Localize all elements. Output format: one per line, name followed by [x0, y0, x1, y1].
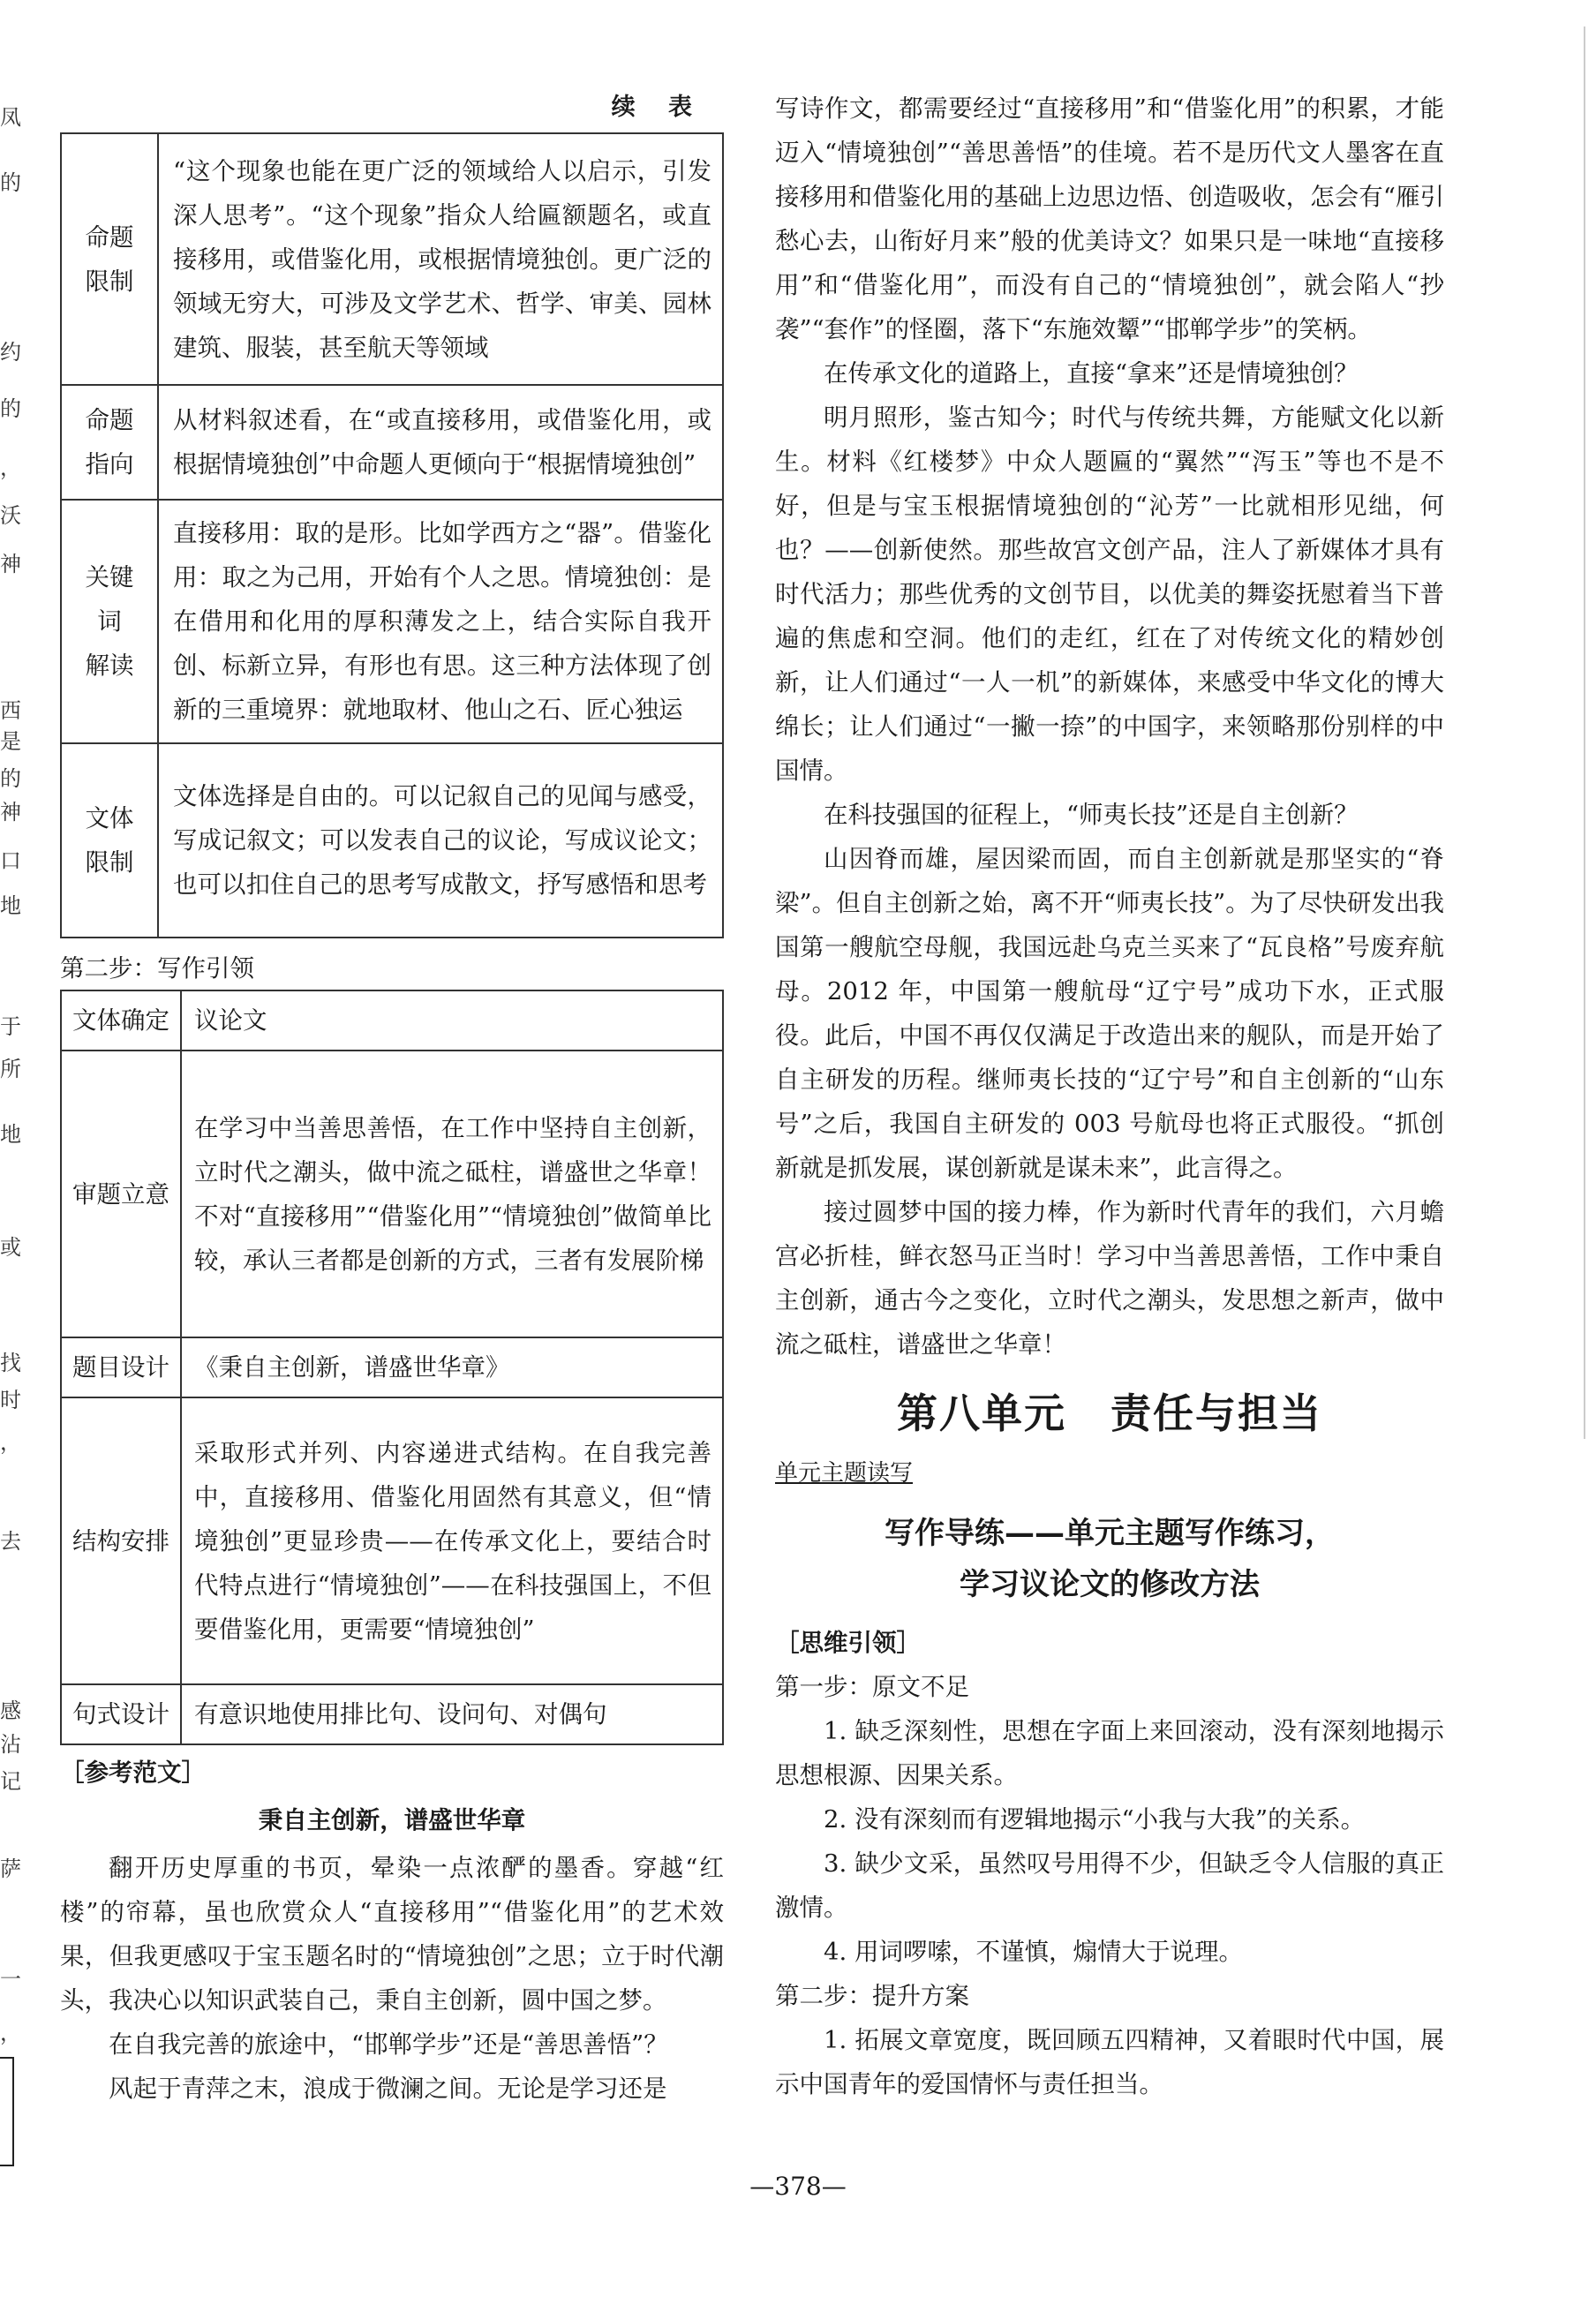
row-key: 命题 限制: [61, 133, 158, 385]
thinking-guide-label: ［思维引领］: [775, 1629, 921, 1657]
margin-fragment-char: 于: [0, 1014, 21, 1040]
margin-fragment-char: 一: [0, 1966, 21, 1992]
plan-item: 1. 拓展文章宽度，既回顾五四精神，又着眼时代中国，展示中国青年的爱国情怀与责任担当。: [775, 2026, 1444, 2098]
page-number: —378—: [749, 2172, 847, 2201]
margin-fragment-char: 时: [0, 1387, 21, 1412]
essay-paragraph: 翻开历史厚重的书页，晕染一点浓酽的墨香。穿越“红楼”的帘幕，虽也欣赏众人“直接移用”“借鉴化用”的艺术效果，但我更感叹于宝玉题名时的“情境独创”之思；立于时代潮头，我决心以知识武装自己，秉自主创新，圆中国之梦。: [60, 1854, 724, 2015]
margin-fragment-char: 神: [0, 551, 21, 576]
guide-title-line1: 写作导练——单元主题写作练习，: [885, 1516, 1335, 1551]
margin-fragment-char: 神: [0, 800, 21, 825]
table-row: [61, 133, 723, 385]
essay-paragraph: 在自我完善的旅途中，“邯郸学步”还是“善思善悟”？: [109, 2030, 668, 2059]
essay-paragraph: 写诗作文，都需要经过“直接移用”和“借鉴化用”的积累，才能迈入“情境独创”“善思善悟”的佳境。若不是历代文人墨客在直接移用和借鉴化用的基础上边思边悟、创造吸收，怎会有“雁引愁心去，山衔好月来”般的优美诗文？如果只是一味地“直接移用”和“借鉴化用”，而没有自己的“情境独创”，就会陷人“抄袭”“套作”的怪圈，落下“东施效颦”“邯郸学步”的笑柄。: [775, 94, 1444, 343]
unit-number: 第八单元: [897, 1389, 1066, 1437]
writing-guide-table: [60, 990, 724, 1745]
continued-table-label: 续 表: [611, 94, 704, 121]
margin-fragment-char: 找: [0, 1351, 21, 1376]
margin-fragment-char: 凤: [0, 105, 21, 130]
essay-paragraph: 风起于青萍之末，浪成于微澜之间。无论是学习还是: [109, 2075, 667, 2103]
unit-heading: [775, 1382, 1444, 1444]
table-row: [61, 1337, 723, 1397]
margin-fragment-char: 地: [0, 1122, 21, 1147]
margin-fragment-char: 约: [0, 339, 21, 365]
margin-fragment-char: 所: [0, 1057, 21, 1082]
page-edge-line: [1584, 26, 1585, 1439]
essay-paragraph: 山因脊而雄，屋因梁而固，而自主创新就是那坚实的“脊梁”。但自主创新之始，离不开“师夷长技”。为了尽快研发出我国第一艘航空母舰，我国远赴乌克兰买来了“瓦良格”号废弃航母。2012 年，中国第一艘航母“辽宁号”成功下水，正式服役。此后，中国不再仅仅满足于改造出来的舰队，而是开始了自主研发的历程。继师夷长技的“辽宁号”和自主创新的“山东号”之后，我国自主研发的 003 号航母也将正式服役。“抓创新就是抓发展，谋创新就是谋未来”，此言得之。: [775, 845, 1444, 1182]
unit-name: 责任与担当: [1110, 1389, 1322, 1437]
margin-fragment-char: ，: [0, 1429, 21, 1455]
margin-fragment-char: 感: [0, 1698, 21, 1723]
margin-fragment-char: 是: [0, 729, 21, 755]
margin-fragment-box: [0, 2057, 14, 2166]
row-key: 命题 指向: [61, 385, 158, 500]
table-row: [61, 500, 723, 743]
step-two-plan-label: 第二步：提升方案: [775, 1982, 969, 2010]
row-key: 句式设计: [61, 1684, 181, 1744]
row-key: 文体 限制: [61, 743, 158, 938]
row-value: 有意识地使用排比句、设问句、对偶句: [181, 1684, 723, 1744]
row-value: “这个现象也能在更广泛的领域给人以启示，引发深人思考”。“这个现象”指众人给匾额题名，或直接移用，或借鉴化用，或根据情境独创。更广泛的领域无穷大，可涉及文学艺术、哲学、审美、园林建筑、服装，甚至航天等领域: [158, 133, 723, 385]
shortcoming-item: 4. 用词啰嗦，不谨慎，煽情大于说理。: [824, 1938, 1243, 1966]
right-column: [775, 88, 1444, 2106]
essay-paragraph: 在传承文化的道路上，直接“拿来”还是情境独创？: [824, 359, 1359, 388]
table-row: [61, 743, 723, 938]
table-row: [61, 990, 723, 1051]
guide-title-line2: 学习议论文的修改方法: [960, 1567, 1260, 1602]
step-one-label: 第一步：原文不足: [775, 1673, 969, 1701]
left-column: [60, 88, 724, 2111]
margin-fragment-char: 萨: [0, 1856, 21, 1881]
shortcoming-item: 2. 没有深刻而有逻辑地揭示“小我与大我”的关系。: [824, 1805, 1366, 1834]
row-key: 文体确定: [61, 990, 181, 1051]
row-key: 题目设计: [61, 1337, 181, 1397]
margin-fragment-char: 记: [0, 1768, 21, 1794]
table-row: [61, 1684, 723, 1744]
essay-paragraph: 明月照形，鉴古知今；时代与传统共舞，方能赋文化以新生。材料《红楼梦》中众人题匾的“翼然”“泻玉”等也不是不好，但是与宝玉根据情境独创的“沁芳”一比就相形见绌，何也？——创新使然。那些故宫文创产品，注人了新媒体才具有时代活力；那些优秀的文创节目，以优美的舞姿抚慰着当下普遍的焦虑和空洞。他们的走红，红在了对传统文化的精妙创新，让人们通过“一人一机”的新媒体，来感受中华文化的博大绵长；让人们通过“一撇一捺”的中国字，来领略那份别样的中国情。: [775, 403, 1444, 785]
step-two-label: 第二步：写作引领: [60, 954, 254, 983]
margin-fragment-char: 或: [0, 1235, 21, 1260]
margin-fragment-char: 去: [0, 1528, 21, 1554]
essay-title: 秉自主创新，谱盛世华章: [258, 1806, 526, 1834]
margin-fragment-char: ，: [0, 2020, 21, 2045]
essay-paragraph: 接过圆梦中国的接力棒，作为新时代青年的我们，六月蟾宫必折桂，鲜衣怒马正当时！学习中当善思善悟，工作中秉自主创新，通古今之变化，立时代之潮头，发思想之新声，做中流之砥柱，谱盛世之华章！: [775, 1198, 1444, 1359]
table-row: [61, 1051, 723, 1337]
row-value: 从材料叙述看，在“或直接移用，或借鉴化用，或根据情境独创”中命题人更倾向于“根据情境独创”: [158, 385, 723, 500]
row-value: 采取形式并列、内容递进式结构。在自我完善中，直接移用、借鉴化用固然有其意义，但“情境独创”更显珍贵——在传承文化上，要结合时代特点进行“情境独创”——在科技强国上，不但要借鉴化用，更需要“情境独创”: [181, 1397, 723, 1684]
unit-subtitle: 单元主题读写: [775, 1460, 914, 1487]
row-value: 文体选择是自由的。可以记叙自己的见闻与感受，写成记叙文；可以发表自己的议论，写成议论文；也可以扣住自己的思考写成散文，抒写感悟和思考: [158, 743, 723, 938]
row-value: 在学习中当善思善悟，在工作中坚持自主创新，立时代之潮头，做中流之砥柱，谱盛世之华章！不对“直接移用”“借鉴化用”“情境独创”做简单比较，承认三者都是创新的方式，三者有发展阶梯: [181, 1051, 723, 1337]
margin-fragment-char: 西: [0, 698, 21, 723]
row-value: 《秉自主创新，谱盛世华章》: [181, 1337, 723, 1397]
essay-paragraph: 在科技强国的征程上，“师夷长技”还是自主创新？: [824, 801, 1359, 829]
analysis-table: [60, 132, 724, 938]
margin-fragment-char: 沾: [0, 1732, 21, 1758]
row-value: 议论文: [181, 990, 723, 1051]
margin-fragment-char: 的: [0, 765, 21, 791]
margin-fragment-char: 沃: [0, 503, 21, 529]
table-row: [61, 385, 723, 500]
row-key: 审题立意: [61, 1051, 181, 1337]
reference-essay-label: ［参考范文］: [60, 1759, 206, 1787]
shortcoming-item: 3. 缺少文采，虽然叹号用得不少，但缺乏令人信服的真正激情。: [775, 1849, 1444, 1922]
margin-fragment-char: 地: [0, 892, 21, 918]
row-value: 直接移用：取的是形。比如学西方之“器”。借鉴化用：取之为己用，开始有个人之思。情境独创：是在借用和化用的厚积薄发之上，结合实际自我开创、标新立异，有形也有思。这三种方法体现了创新的三重境界：就地取材、他山之石、匠心独运: [158, 500, 723, 743]
shortcoming-item: 1. 缺乏深刻性，思想在字面上来回滚动，没有深刻地揭示思想根源、因果关系。: [775, 1717, 1444, 1789]
margin-fragment-char: 口: [0, 847, 21, 873]
margin-fragment-char: 的: [0, 169, 21, 195]
margin-fragment-char: ，: [0, 455, 21, 480]
table-row: [61, 1397, 723, 1684]
row-key: 关键 词 解读: [61, 500, 158, 743]
row-key: 结构安排: [61, 1397, 181, 1684]
margin-fragment-char: 的: [0, 395, 21, 421]
